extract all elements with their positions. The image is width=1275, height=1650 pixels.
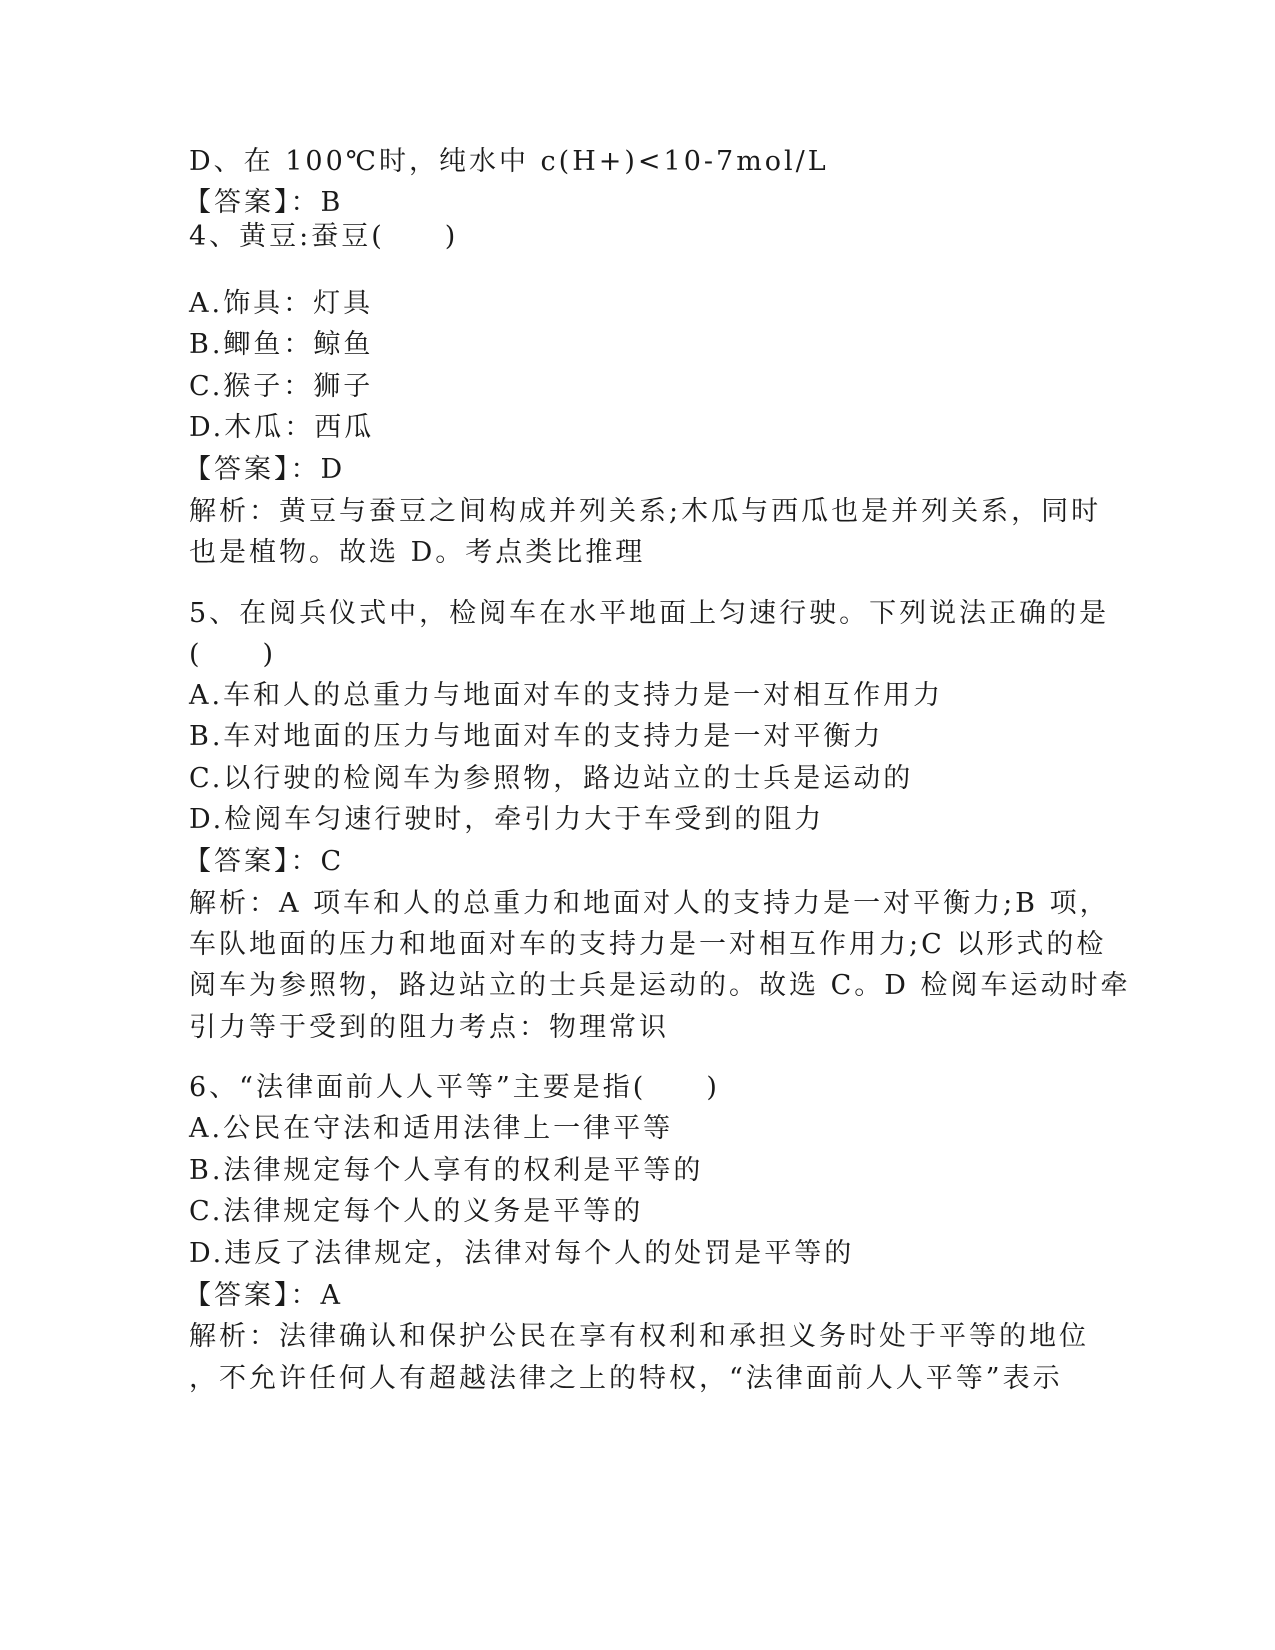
q5-option-d: D.检阅车匀速行驶时，牵引力大于车受到的阻力: [189, 804, 825, 835]
q4-explanation-line-1: 解析：黄豆与蚕豆之间构成并列关系;木瓜与西瓜也是并列关系，同时: [189, 496, 1102, 527]
q4-option-b: B.鲫鱼：鲸鱼: [189, 329, 374, 360]
q4-option-a: A.饰具：灯具: [189, 288, 374, 319]
q4-question: 4、黄豆:蚕豆( ): [189, 221, 459, 252]
q3-option-d: D、在 100℃时，纯水中 c(H+)<10-7mol/L: [189, 146, 829, 177]
q6-question: 6、“法律面前人人平等”主要是指( ): [189, 1072, 720, 1103]
q5-answer: 【答案】：C: [184, 846, 345, 877]
q5-explanation-line-2: 车队地面的压力和地面对车的支持力是一对相互作用力;C 以形式的检: [189, 929, 1107, 960]
q5-explanation-line-3: 阅车为参照物，路边站立的士兵是运动的。故选 C。D 检阅车运动时牵: [189, 970, 1131, 1001]
q4-answer: 【答案】：D: [184, 454, 346, 485]
q4-option-d: D.木瓜：西瓜: [189, 412, 375, 443]
q6-explanation-line-1: 解析：法律确认和保护公民在享有权利和承担义务时处于平等的地位: [189, 1321, 1089, 1352]
q5-explanation-line-4: 引力等于受到的阻力考点：物理常识: [189, 1012, 669, 1043]
q6-answer: 【答案】：A: [184, 1280, 343, 1311]
q3-answer: 【答案】：B: [184, 187, 344, 218]
q4-option-c: C.猴子：狮子: [189, 371, 374, 402]
q6-explanation-line-2: ，不允许任何人有超越法律之上的特权，“法律面前人人平等”表示: [189, 1363, 1063, 1394]
q5-explanation-line-1: 解析：A 项车和人的总重力和地面对人的支持力是一对平衡力;B 项，: [189, 888, 1110, 919]
q6-option-d: D.违反了法律规定，法律对每个人的处罚是平等的: [189, 1238, 855, 1269]
q4-explanation-line-2: 也是植物。故选 D。考点类比推理: [189, 537, 646, 568]
q5-question-line-1: 5、在阅兵仪式中，检阅车在水平地面上匀速行驶。下列说法正确的是: [189, 598, 1110, 629]
q5-question-line-2: ( ): [189, 639, 277, 670]
q5-option-a: A.车和人的总重力与地面对车的支持力是一对相互作用力: [189, 680, 944, 711]
q6-option-a: A.公民在守法和适用法律上一律平等: [189, 1113, 674, 1144]
q6-option-b: B.法律规定每个人享有的权利是平等的: [189, 1155, 704, 1186]
q6-option-c: C.法律规定每个人的义务是平等的: [189, 1196, 644, 1227]
q5-option-b: B.车对地面的压力与地面对车的支持力是一对平衡力: [189, 721, 884, 752]
q5-option-c: C.以行驶的检阅车为参照物，路边站立的士兵是运动的: [189, 763, 914, 794]
